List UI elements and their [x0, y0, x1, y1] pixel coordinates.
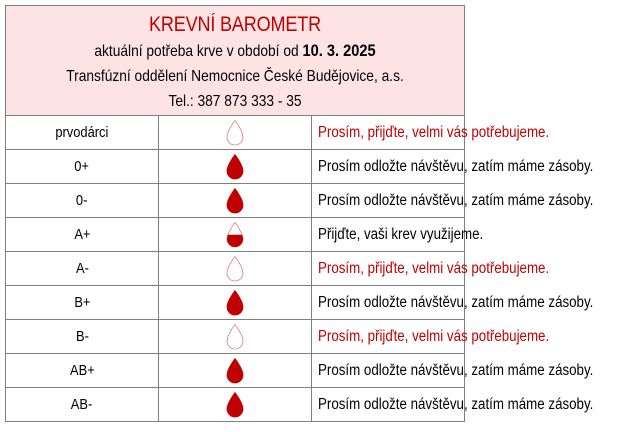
- institution-name: Transfúzní oddělení Nemocnice České Budějovice, a.s.: [66, 67, 404, 85]
- status-message-cell: [312, 116, 550, 150]
- blood-group-row: [6, 354, 465, 388]
- blood-drop-icon: [159, 218, 312, 252]
- phone-number: Tel.: 387 873 333 - 35: [168, 92, 302, 110]
- blood-group-label: 0-: [76, 192, 88, 209]
- status-message-cell: [312, 286, 594, 320]
- blood-group-row: [6, 388, 465, 422]
- status-message-cell: [312, 320, 550, 354]
- blood-group-row: [6, 218, 465, 252]
- blood-group-row: [6, 320, 465, 354]
- blood-drop-icon: [159, 116, 312, 150]
- blood-group-cell: [6, 354, 159, 388]
- blood-group-cell: [6, 218, 159, 252]
- blood-group-label: AB+: [69, 362, 95, 379]
- blood-group-label: A+: [73, 226, 91, 243]
- status-message: Prosím odložte návštěvu, zatím máme zásoby.: [318, 157, 594, 175]
- blood-group-label: AB-: [71, 396, 93, 413]
- blood-group-row: [6, 286, 465, 320]
- status-message: Prosím odložte návštěvu, zatím máme zásoby.: [318, 395, 594, 413]
- header-cell: [6, 6, 465, 116]
- blood-group-label: B-: [75, 328, 89, 345]
- status-message-cell: [312, 252, 550, 286]
- period-label: aktuální potřeba krve v období od: [94, 42, 299, 60]
- blood-group-row: [6, 150, 465, 184]
- blood-drop-icon: [159, 286, 312, 320]
- status-message: Prosím, přijďte, velmi vás potřebujeme.: [318, 259, 550, 277]
- status-message-cell: [312, 184, 594, 218]
- status-message-cell: [312, 388, 594, 422]
- blood-group-cell: [6, 252, 159, 286]
- blood-group-label: B+: [73, 294, 91, 311]
- blood-group-cell: [6, 116, 159, 150]
- blood-group-label: prvodárci: [55, 124, 109, 141]
- blood-group-row: [6, 252, 465, 286]
- blood-group-cell: [6, 184, 159, 218]
- blood-group-row: [6, 184, 465, 218]
- status-message: Prosím, přijďte, velmi vás potřebujeme.: [318, 123, 550, 141]
- status-message: Prosím odložte návštěvu, zatím máme zásoby.: [318, 191, 594, 209]
- blood-drop-icon: [159, 184, 312, 218]
- blood-drop-icon: [159, 150, 312, 184]
- blood-group-label: A-: [75, 260, 89, 277]
- blood-group-cell: [6, 388, 159, 422]
- blood-group-row: [6, 116, 465, 150]
- barometer-table: [5, 5, 594, 422]
- blood-drop-icon: [159, 388, 312, 422]
- blood-drop-icon: [159, 252, 312, 286]
- status-message: Prosím odložte návštěvu, zatím máme zásoby.: [318, 293, 594, 311]
- status-message: Prosím, přijďte, velmi vás potřebujeme.: [318, 327, 550, 345]
- period-date: 10. 3. 2025: [302, 40, 376, 60]
- period-line: [38, 38, 432, 64]
- status-message-cell: [312, 354, 594, 388]
- status-message-cell: [312, 150, 594, 184]
- status-message: Přijďte, vaši krev využijeme.: [318, 225, 484, 243]
- blood-group-cell: [6, 320, 159, 354]
- blood-group-cell: [6, 286, 159, 320]
- blood-barometer: [5, 5, 594, 422]
- status-message: Prosím odložte návštěvu, zatím máme zásoby.: [318, 361, 594, 379]
- blood-group-label: 0+: [74, 158, 90, 175]
- blood-drop-icon: [159, 354, 312, 388]
- blood-drop-icon: [159, 320, 312, 354]
- blood-group-cell: [6, 150, 159, 184]
- status-message-cell: [312, 218, 484, 252]
- page-title: KREVNÍ BAROMETR: [148, 12, 322, 36]
